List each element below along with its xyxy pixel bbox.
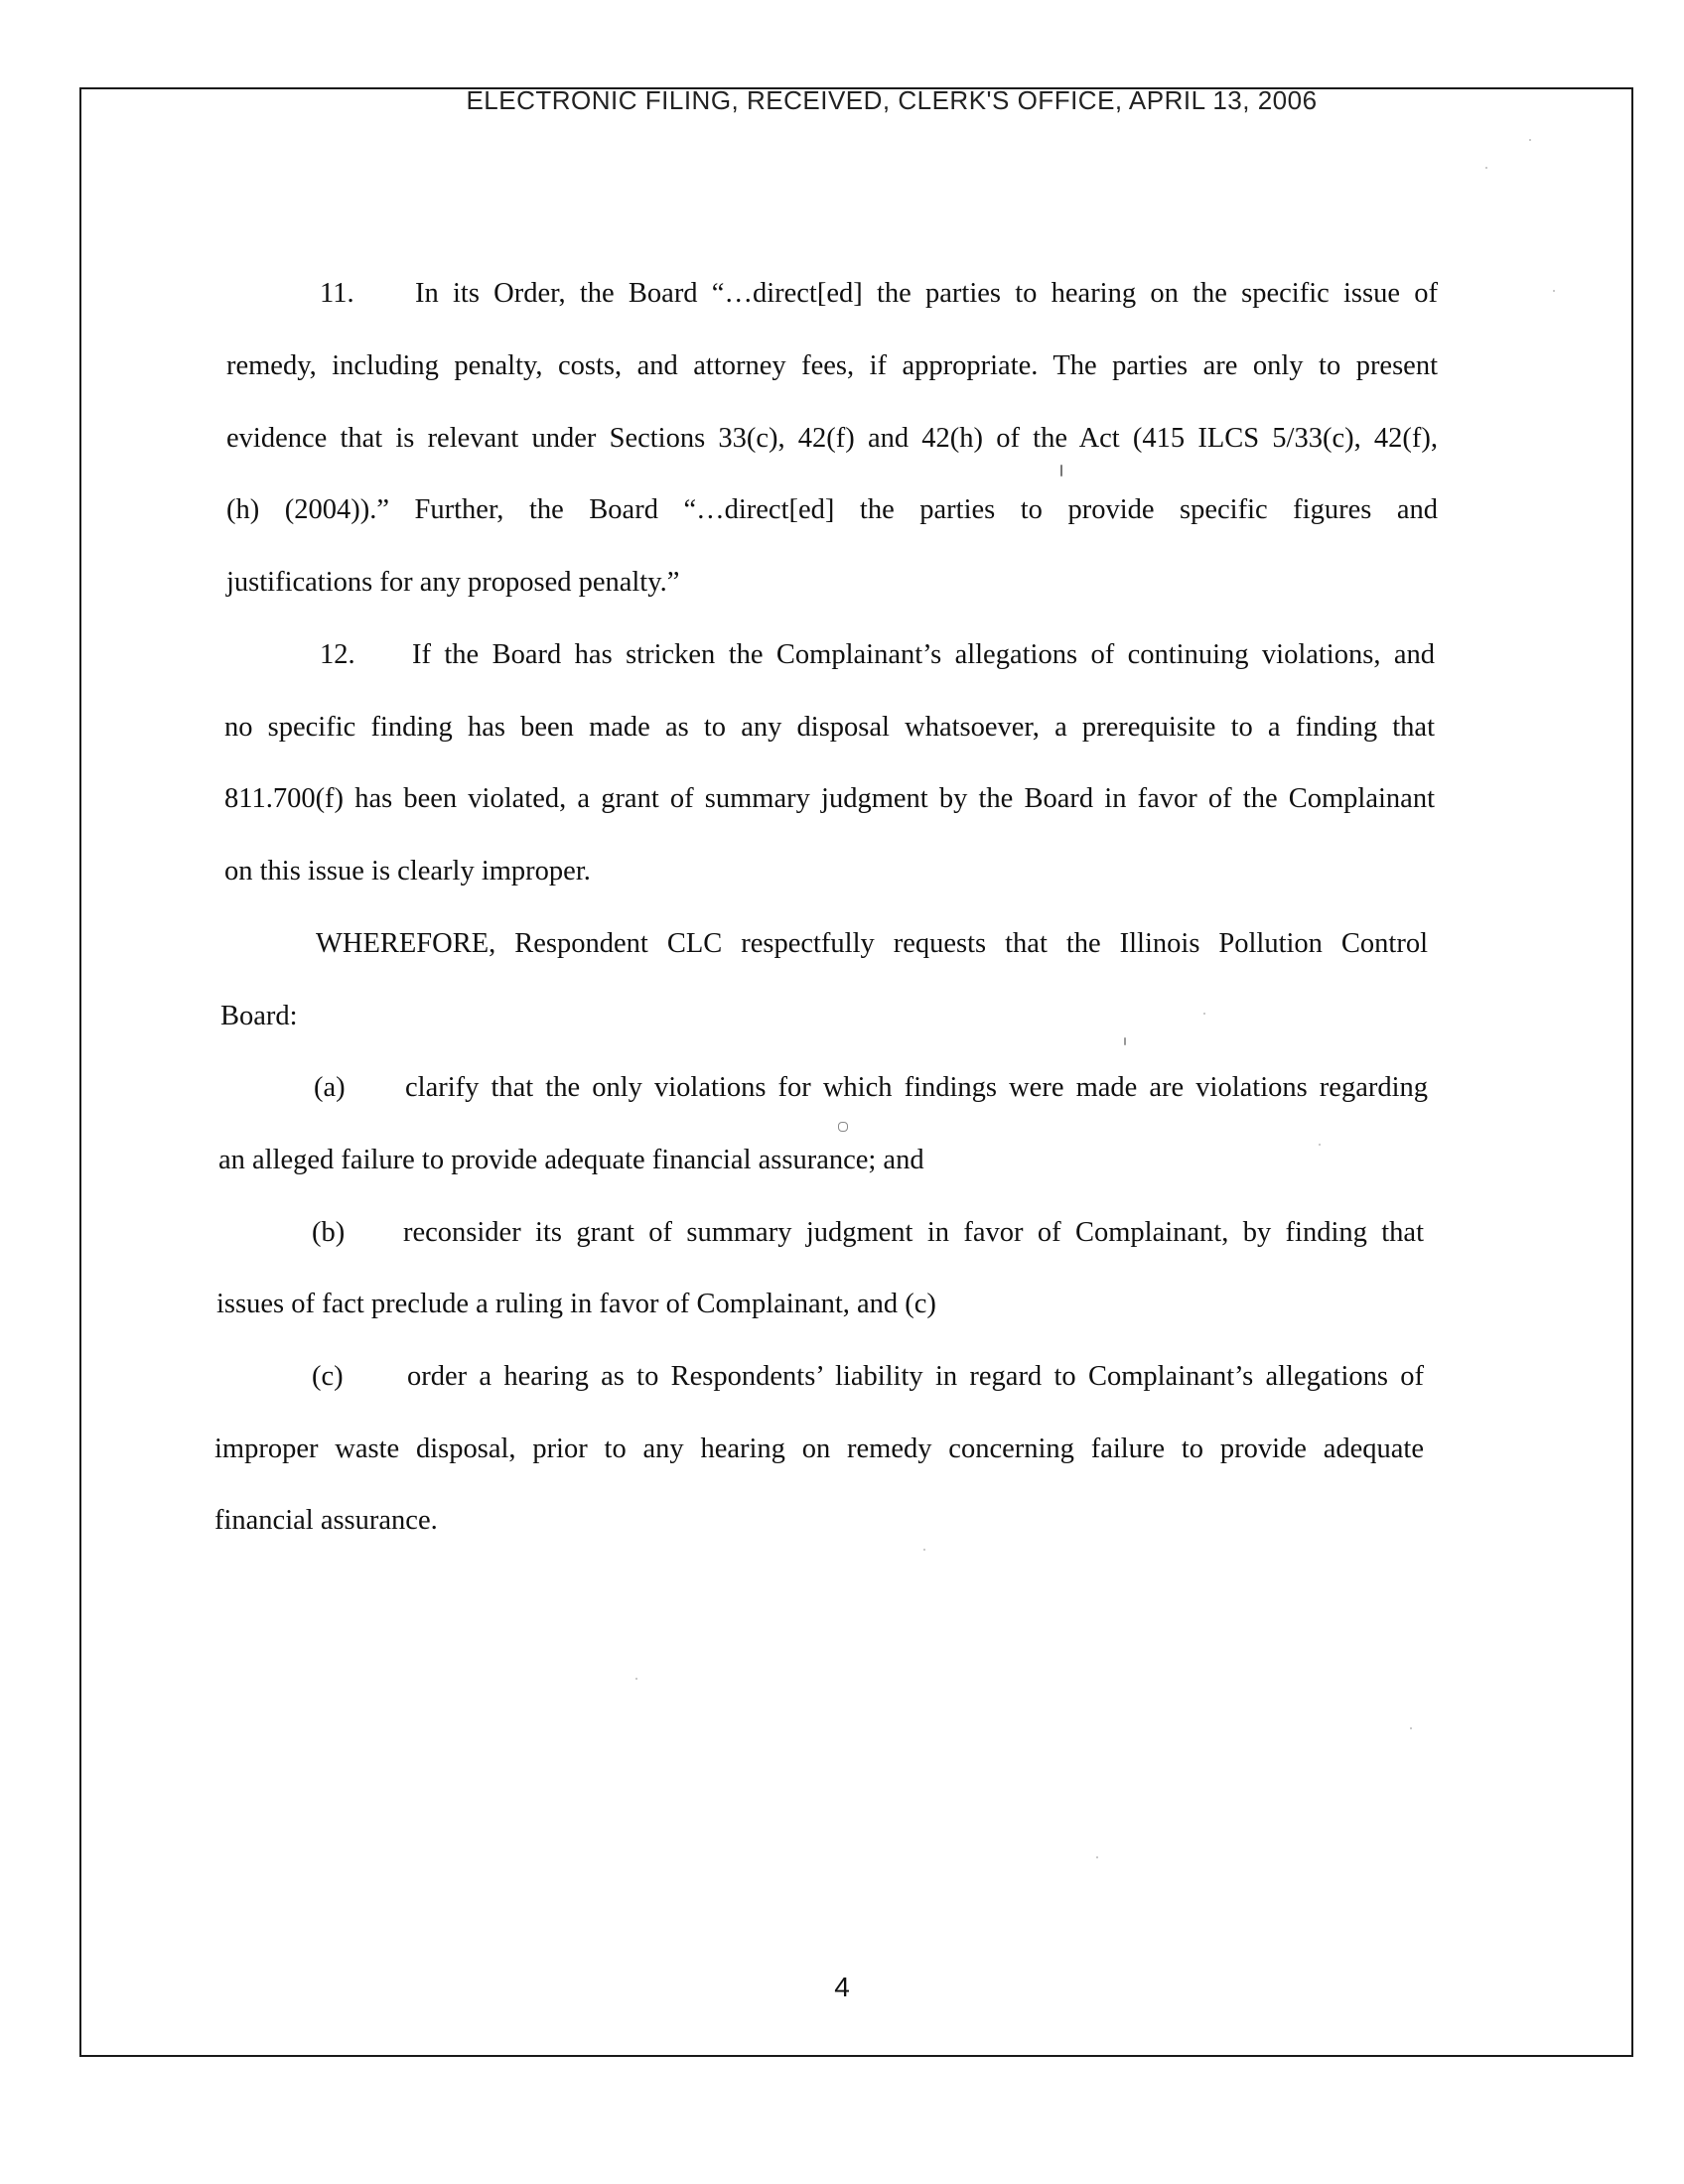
scan-speck: [1203, 1013, 1205, 1015]
wherefore-line-2: Board:: [220, 1001, 298, 1031]
item-c-line-2: improper waste disposal, prior to any hearing on remedy concerning failure to provide adequate: [214, 1433, 1424, 1464]
scan-speck: [1485, 167, 1487, 169]
item-b-label: (b): [312, 1217, 346, 1248]
scan-speck: [1096, 1856, 1098, 1858]
para-12-number: 12.: [320, 639, 355, 670]
scan-speck: [635, 1678, 637, 1680]
scan-speck: [923, 1549, 925, 1551]
item-c-line-1: order a hearing as to Respondents’ liability in regard to Complainant’s allegations of: [407, 1361, 1424, 1392]
para-11-line-5: justifications for any proposed penalty.”: [226, 567, 680, 598]
para-11-number: 11.: [320, 278, 354, 309]
para-11-line-3: evidence that is relevant under Sections 33(c), 42(f) and 42(h) of the Act (415 ILCS 5/33(c), 42(f),: [226, 423, 1438, 454]
scan-speck: [1319, 1144, 1321, 1146]
scan-speck: [1060, 465, 1062, 477]
scan-speck: [1410, 1727, 1412, 1729]
wherefore-line-1: WHEREFORE, Respondent CLC respectfully requests that the Illinois Pollution Control: [316, 928, 1428, 959]
item-a-line-2: an alleged failure to provide adequate financial assurance; and: [218, 1145, 924, 1175]
scan-speck: [1529, 139, 1531, 141]
filing-stamp-text: ELECTRONIC FILING, RECEIVED, CLERK'S OFFICE, APRIL 13, 2006: [466, 85, 1318, 115]
item-b-line-2: issues of fact preclude a ruling in favor of Complainant, and (c): [216, 1289, 936, 1319]
para-12-line-1: If the Board has stricken the Complainant’s allegations of continuing violations, and: [412, 639, 1435, 670]
para-11-line-1: In its Order, the Board “…direct[ed] the parties to hearing on the specific issue of: [415, 278, 1438, 309]
para-12-line-4: on this issue is clearly improper.: [224, 856, 591, 887]
item-c-label: (c): [312, 1361, 344, 1392]
scan-speck: [1124, 1037, 1126, 1045]
para-12-line-2: no specific finding has been made as to any disposal whatsoever, a prerequisite to a finding that: [224, 712, 1435, 743]
item-a-line-1: clarify that the only violations for which findings were made are violations regarding: [405, 1072, 1428, 1103]
page-number: 4: [834, 1972, 850, 2002]
filing-stamp-header: [0, 85, 1684, 116]
para-11-line-2: remedy, including penalty, costs, and attorney fees, if appropriate. The parties are only to present: [226, 350, 1438, 381]
scan-speck: [838, 1122, 848, 1132]
item-c-line-3: financial assurance.: [214, 1505, 438, 1536]
para-11-line-4: (h) (2004)).” Further, the Board “…direct[ed] the parties to provide specific figures and: [226, 494, 1438, 525]
scan-speck: [1553, 290, 1555, 292]
item-a-label: (a): [314, 1072, 346, 1103]
item-b-line-1: reconsider its grant of summary judgment in favor of Complainant, by finding that: [403, 1217, 1424, 1248]
para-12-line-3: 811.700(f) has been violated, a grant of summary judgment by the Board in favor of the Complainant: [224, 783, 1435, 814]
